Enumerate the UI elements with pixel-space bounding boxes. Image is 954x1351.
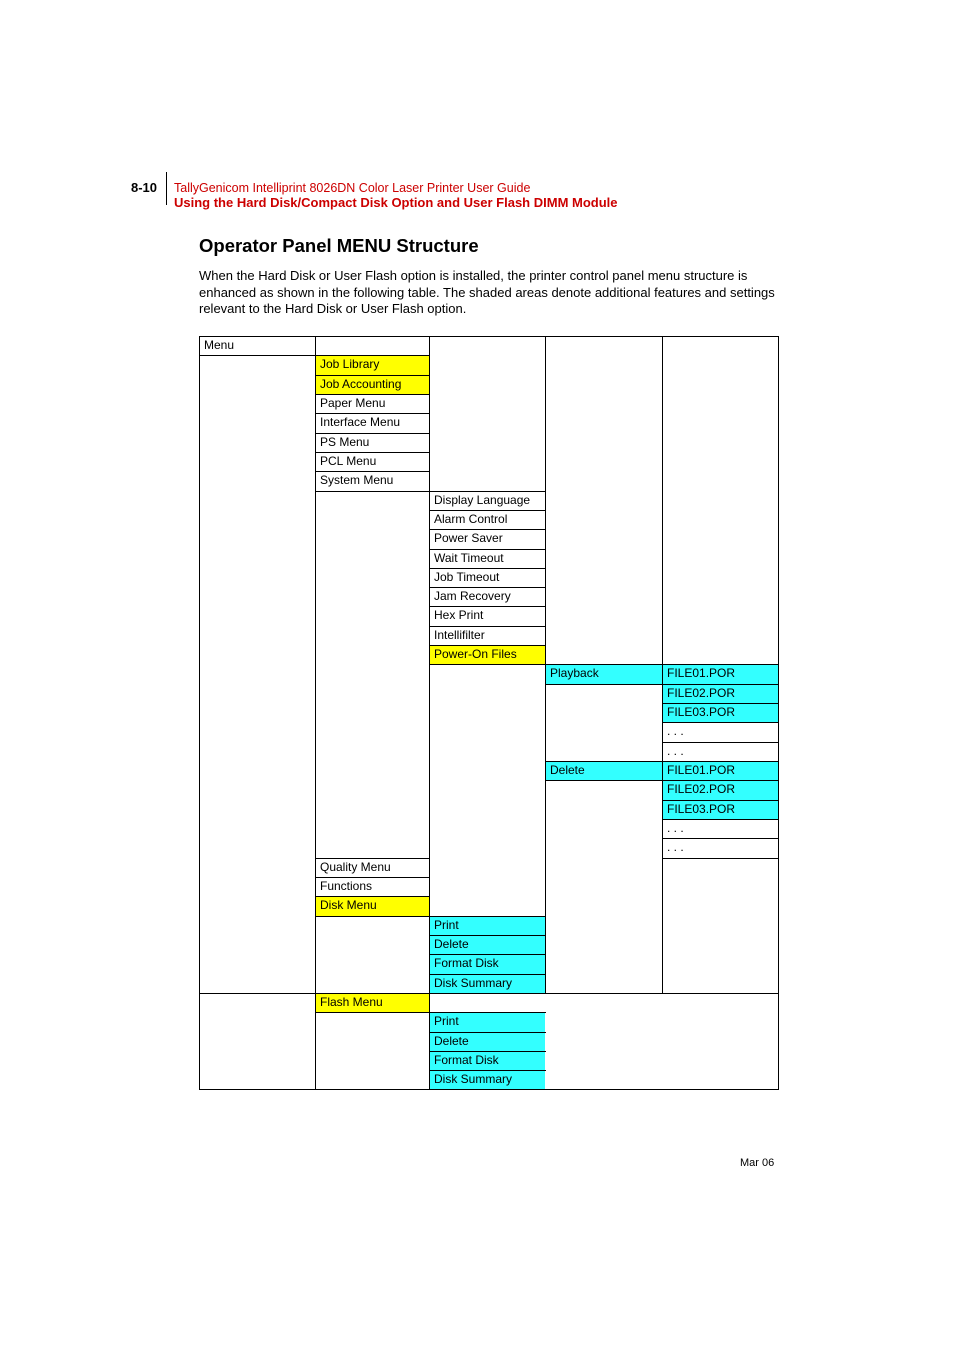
table-rule: [662, 780, 779, 781]
table-rule: [315, 471, 430, 472]
table-rule: [429, 626, 546, 627]
table-rule: [778, 336, 779, 1090]
table-rule: [199, 336, 200, 1090]
system-menu-item-power-on-files: Power-On Files: [429, 645, 545, 664]
system-menu-item-jam-recovery: Jam Recovery: [434, 589, 511, 603]
table-rule: [315, 1012, 430, 1013]
system-menu-item-intellifilter: Intellifilter: [434, 628, 485, 642]
table-rule: [429, 510, 546, 511]
table-rule: [315, 394, 430, 395]
menu-item-paper-menu: Paper Menu: [320, 396, 386, 410]
table-rule: [429, 568, 546, 569]
playback-file-4: . . .: [667, 724, 684, 738]
intro-paragraph: When the Hard Disk or User Flash option is installed, the printer control panel menu structure is enhanced as shown in the following table. The shaded areas denote additional features and settings relevant to the Hard Disk or User Flash option.: [199, 268, 775, 316]
flash-menu-item-disk-summary: Disk Summary: [429, 1070, 545, 1089]
flash-menu-item-delete: Delete: [429, 1032, 545, 1051]
table-rule: [662, 819, 779, 820]
table-rule: [662, 858, 779, 859]
menu-item-ps-menu: PS Menu: [320, 435, 370, 449]
menu-item-quality-menu: Quality Menu: [320, 860, 391, 874]
table-rule: [662, 336, 663, 994]
table-rule: [429, 645, 546, 646]
table-rule: [199, 355, 430, 356]
table-rule: [429, 916, 546, 917]
delete-file-2: FILE02.POR: [662, 780, 778, 800]
delete-file-3: FILE03.POR: [662, 800, 778, 819]
table-rule: [315, 858, 430, 859]
section-title: Operator Panel MENU Structure: [199, 235, 479, 256]
system-menu-item-power-saver: Power Saver: [434, 531, 503, 545]
table-rule: [429, 606, 546, 607]
table-rule: [315, 896, 430, 897]
header-title: TallyGenicom Intelliprint 8026DN Color Laser Printer User Guide: [174, 181, 531, 195]
system-menu-item-display-language: Display Language: [434, 493, 531, 507]
table-rule: [662, 684, 779, 685]
system-menu-item-wait-timeout: Wait Timeout: [434, 551, 504, 565]
menu-item-pcl-menu: PCL Menu: [320, 454, 377, 468]
page-number: 8-10: [131, 180, 158, 195]
table-rule: [315, 877, 430, 878]
table-rule: [315, 433, 430, 434]
menu-item-flash-menu: Flash Menu: [315, 993, 429, 1012]
table-rule: [662, 800, 779, 801]
table-rule: [662, 722, 779, 723]
header-divider: [166, 172, 167, 205]
system-menu-item-hex-print: Hex Print: [434, 608, 484, 622]
table-rule: [429, 1032, 546, 1033]
table-rule: [429, 587, 546, 588]
table-rule: [315, 452, 430, 453]
playback-file-3: FILE03.POR: [662, 703, 778, 722]
header-subtitle: Using the Hard Disk/Compact Disk Option and User Flash DIMM Module: [174, 195, 618, 210]
table-rule: [545, 336, 546, 994]
delete-file-5: . . .: [667, 840, 684, 854]
table-rule: [429, 529, 546, 530]
table-rule: [199, 1089, 779, 1090]
power-on-files-delete: Delete: [545, 761, 662, 780]
disk-menu-item-format-disk: Format Disk: [429, 954, 545, 974]
table-rule: [315, 413, 430, 414]
table-rule: [315, 336, 316, 1090]
menu-structure-table: [199, 336, 779, 1090]
playback-file-2: FILE02.POR: [662, 684, 778, 703]
table-rule: [429, 1070, 546, 1071]
menu-item-interface-menu: Interface Menu: [320, 415, 401, 429]
table-rule: [429, 491, 546, 492]
table-rule: [199, 336, 779, 337]
system-menu-item-job-timeout: Job Timeout: [434, 570, 500, 584]
table-rule: [315, 491, 430, 492]
table-rule: [662, 742, 779, 743]
footer-date: Mar 06: [740, 1157, 775, 1169]
table-rule: [545, 780, 663, 781]
table-rule: [429, 549, 546, 550]
table-rule: [662, 761, 779, 762]
menu-item-job-library: Job Library: [315, 355, 429, 375]
playback-file-1: FILE01.POR: [662, 664, 778, 684]
delete-file-4: . . .: [667, 821, 684, 835]
power-on-files-playback: Playback: [545, 664, 662, 684]
flash-menu-item-format-disk: Format Disk: [429, 1051, 545, 1070]
menu-item-job-accounting: Job Accounting: [315, 375, 429, 394]
table-rule: [545, 761, 663, 762]
flash-menu-item-print: Print: [429, 1012, 545, 1032]
table-rule: [429, 336, 430, 1090]
table-rule: [662, 664, 779, 665]
table-rule: [545, 684, 663, 685]
menu-root-cell: Menu: [204, 338, 235, 352]
disk-menu-item-disk-summary: Disk Summary: [429, 974, 545, 993]
system-menu-item-alarm-control: Alarm Control: [434, 512, 508, 526]
table-rule: [315, 375, 430, 376]
table-rule: [429, 974, 546, 975]
table-rule: [662, 838, 779, 839]
table-rule: [429, 664, 546, 665]
menu-item-system-menu: System Menu: [320, 473, 394, 487]
disk-menu-item-delete: Delete: [429, 935, 545, 954]
table-rule: [199, 993, 779, 994]
table-rule: [662, 703, 779, 704]
delete-file-1: FILE01.POR: [662, 761, 778, 780]
table-rule: [429, 954, 546, 955]
table-rule: [429, 1051, 546, 1052]
table-rule: [429, 935, 546, 936]
menu-item-functions: Functions: [320, 879, 373, 893]
playback-file-5: . . .: [667, 744, 684, 758]
table-rule: [545, 664, 663, 665]
disk-menu-item-print: Print: [429, 916, 545, 935]
menu-item-disk-menu: Disk Menu: [315, 896, 429, 916]
table-rule: [315, 916, 430, 917]
table-rule: [429, 1012, 546, 1013]
